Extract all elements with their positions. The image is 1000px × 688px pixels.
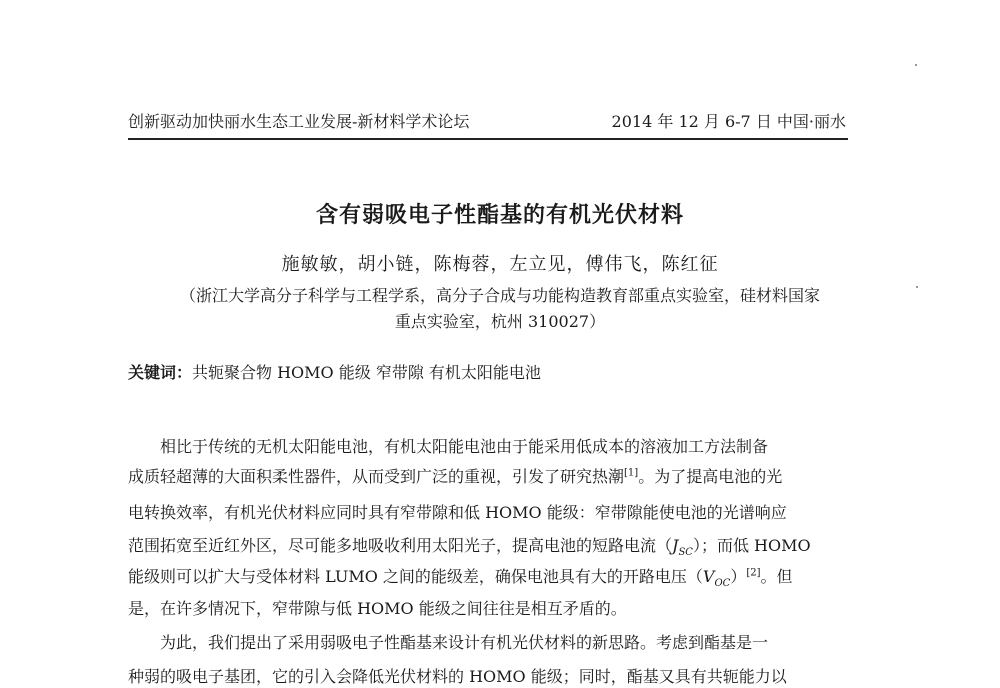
keywords-label: 关键词：	[128, 363, 193, 382]
keywords	[128, 360, 541, 383]
running-header	[128, 108, 848, 140]
body-text: ）	[730, 567, 747, 586]
author-list: 施敏敏，胡小链，陈梅蓉，左立见，傅伟飞，陈红征	[281, 254, 719, 275]
citation: [1]	[624, 467, 639, 479]
body-text: 成质轻超薄的大面积柔性器件，从而受到广泛的重视，引发了研究热潮	[128, 467, 625, 486]
symbol-jsc: J	[672, 536, 679, 555]
scan-speck	[916, 286, 918, 288]
body-line: 电转换效率，有机光伏材料应同时具有窄带隙和低 HOMO 能级：窄带隙能使电池的光谱响应	[128, 503, 787, 522]
body-line	[128, 535, 850, 557]
body-line: 相比于传统的无机太阳能电池，有机太阳能电池由于能采用低成本的溶液加工方法制备	[160, 437, 769, 456]
symbol-subscript: SC	[678, 547, 693, 559]
body-line	[128, 466, 850, 488]
body-line: 是，在许多情况下，窄带隙与低 HOMO 能级之间往往是相互矛盾的。	[128, 599, 627, 618]
paper-title: 含有弱吸电子性酯基的有机光伏材料	[315, 203, 684, 228]
scan-speck	[915, 64, 917, 66]
symbol-subscript: OC	[714, 578, 731, 590]
symbol-voc: V	[702, 567, 715, 586]
forum-name: 创新驱动加快丽水生态工业发展-新材料学术论坛	[128, 112, 470, 131]
affiliation-line: （浙江大学高分子科学与工程学系，高分子合成与功能构造教育部重点实验室，硅材料国家	[179, 286, 820, 305]
body-text: ）；而低 HOMO	[692, 536, 811, 555]
conference-date-place: 2014 年 12 月 6-7 日 中国·丽水	[611, 112, 846, 131]
body-line: 为此，我们提出了采用弱吸电子性酯基来设计有机光伏材料的新思路。考虑到酯基是一	[160, 633, 769, 652]
body-text: 范围拓宽至近红外区，尽可能多地吸收利用太阳光子，提高电池的短路电流（	[128, 536, 673, 555]
affiliation-line: 重点实验室，杭州 310027）	[394, 312, 606, 331]
affiliation	[130, 283, 870, 335]
keywords-list: 共轭聚合物 HOMO 能级 窄带隙 有机太阳能电池	[192, 363, 541, 382]
body-text: 。为了提高电池的光	[638, 467, 783, 486]
citation: [2]	[746, 567, 761, 579]
body-text: 能级则可以扩大与受体材料 LUMO 之间的能级差，确保电池具有大的开路电压（	[128, 567, 703, 586]
body-text: 。但	[760, 567, 793, 586]
body-line	[128, 566, 850, 588]
body-line: 种弱的吸电子基团，它的引入会降低光伏材料的 HOMO 能级；同时，酯基又具有共轭能力以	[128, 667, 787, 686]
